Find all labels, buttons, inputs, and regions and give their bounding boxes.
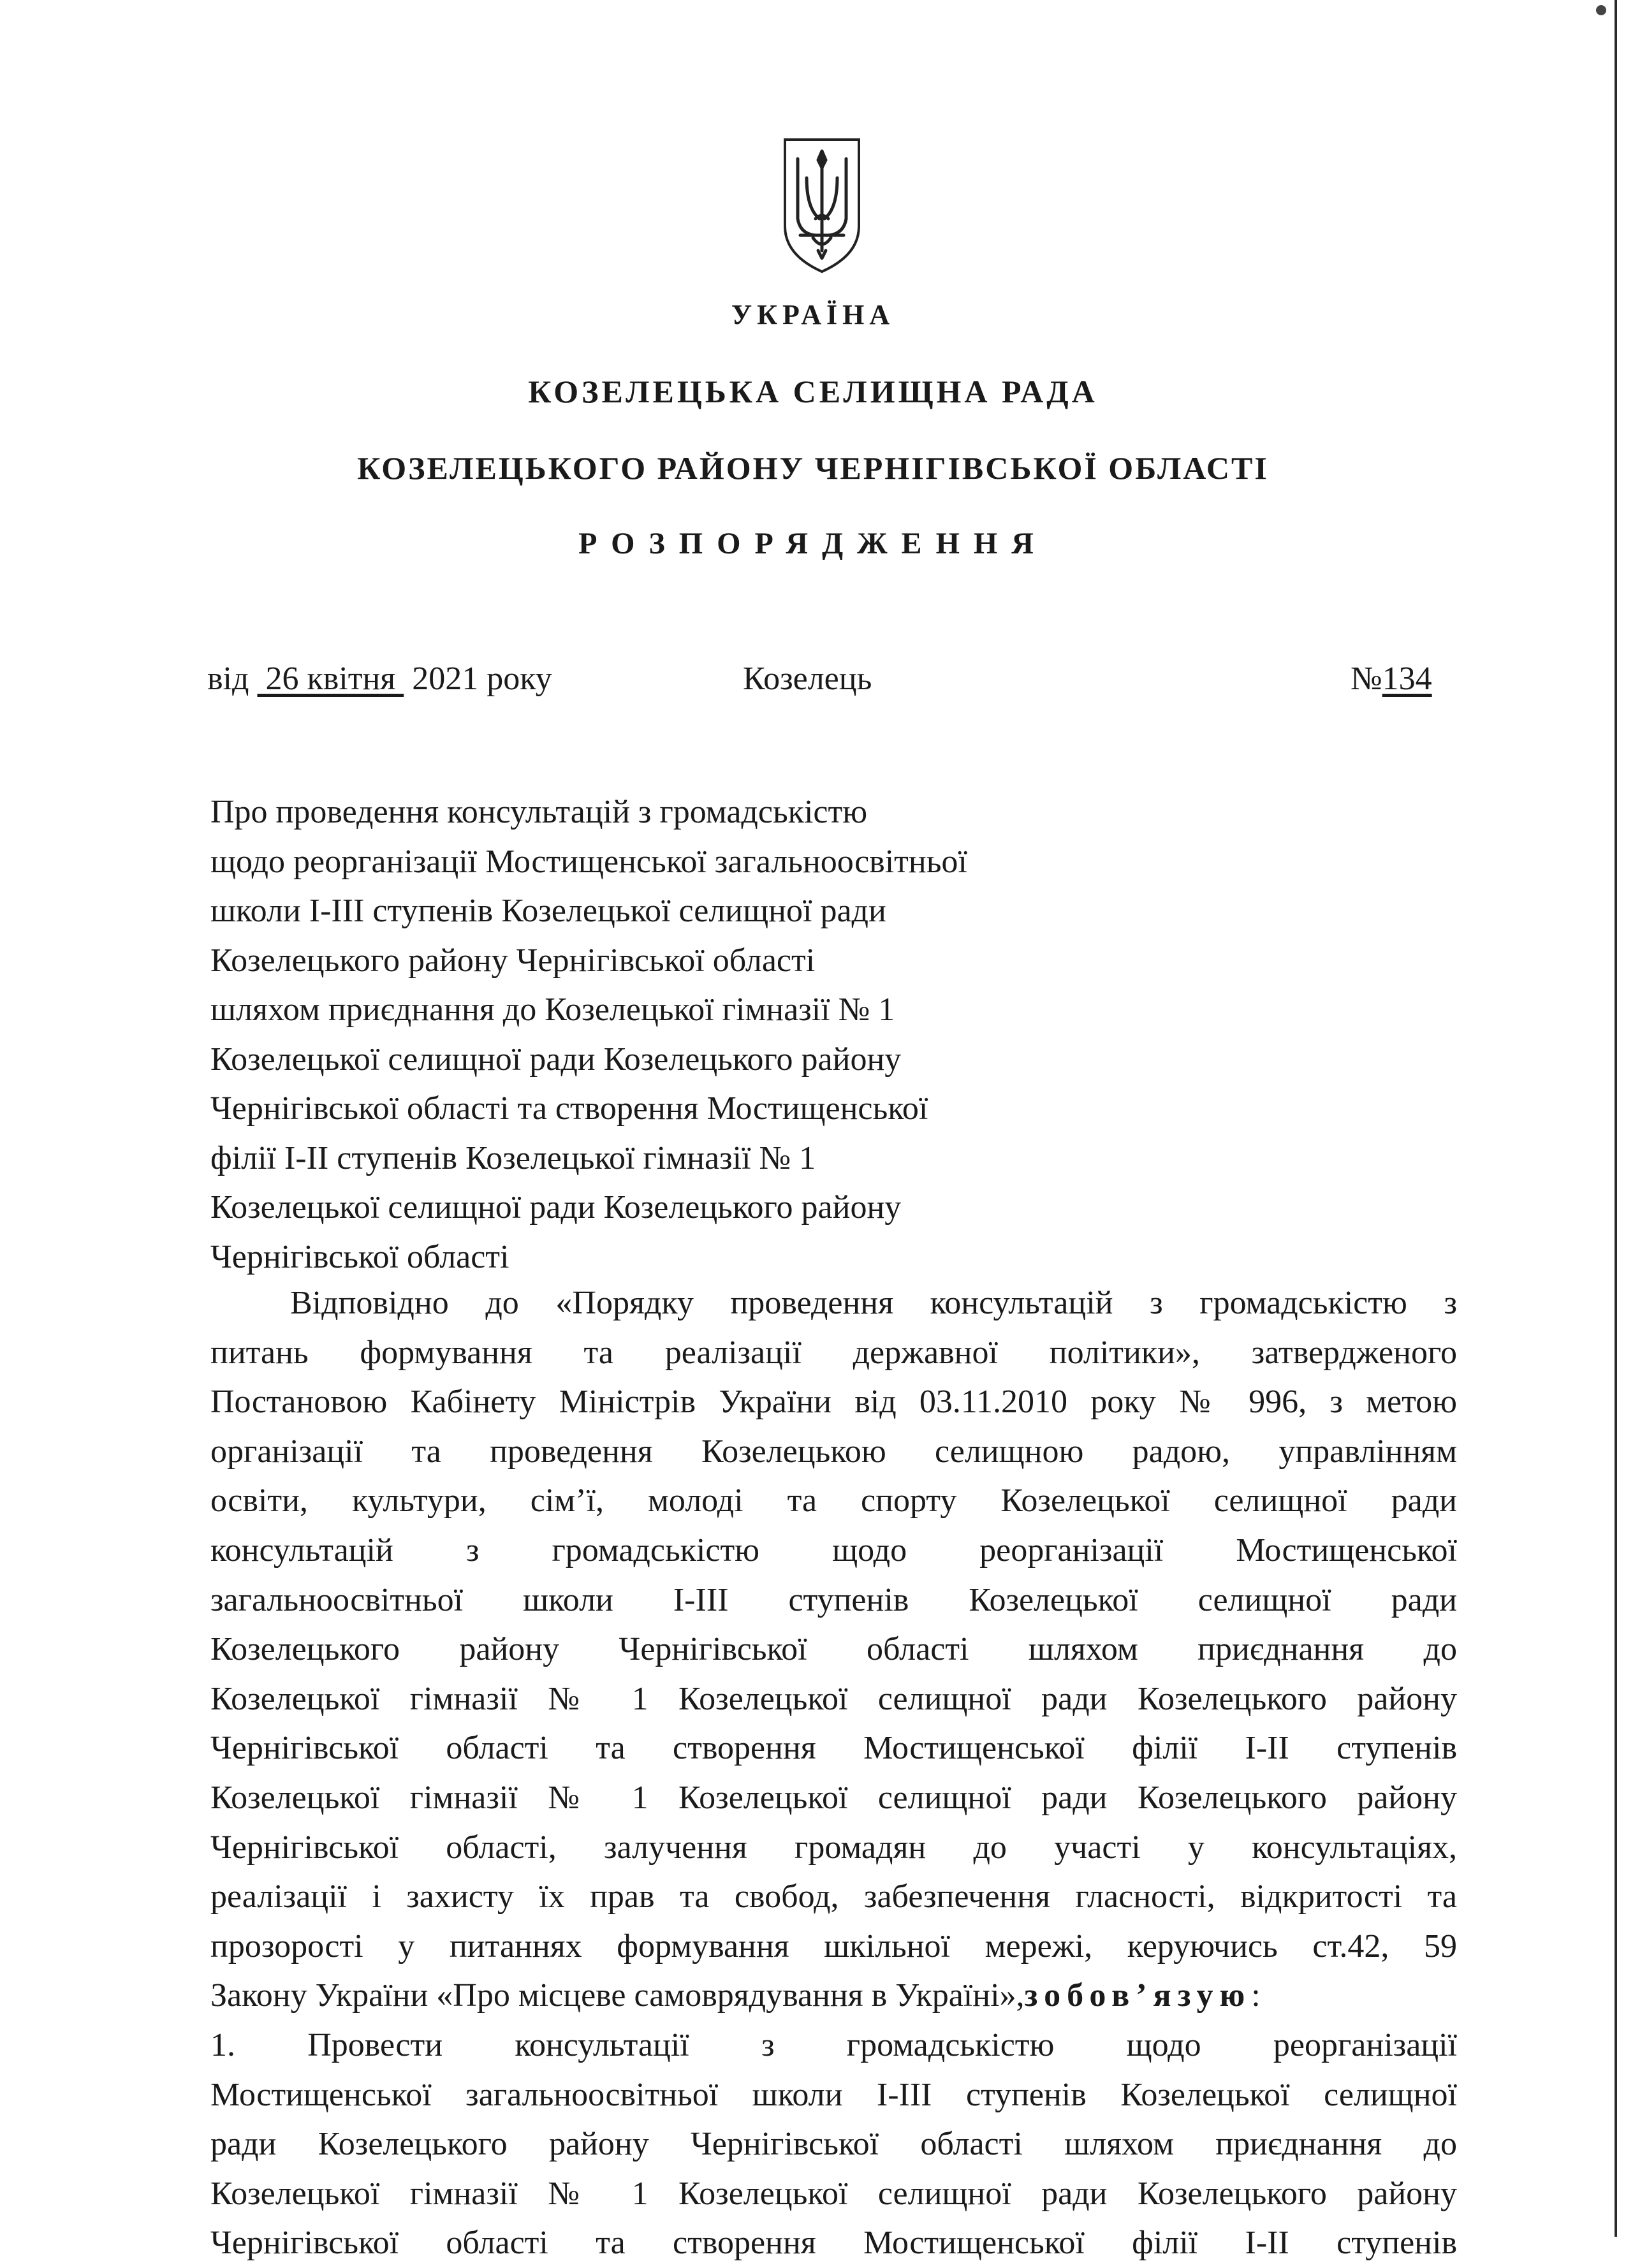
scan-edge-line	[1615, 0, 1617, 2237]
item-1-line: 1. Провести консультації з громадськістю щодо реорганізації	[210, 2026, 1457, 2063]
document-number	[1351, 660, 1432, 698]
document-type-heading: РОЗПОРЯДЖЕННЯ	[578, 527, 1048, 560]
body-line: Козелецької гімназії № 1 Козелецької селищної ради Козелецького району	[210, 1680, 1457, 1717]
item-1-line: Козелецької гімназії № 1 Козелецької селищної ради Козелецького району	[210, 2175, 1457, 2212]
item-1-line: ради Козелецького району Чернігівської області шляхом приєднання до	[210, 2126, 1457, 2163]
body-line: консультацій з громадськістю щодо реорганізації Мостищенської	[210, 1532, 1457, 1569]
scan-edge-dot	[1596, 5, 1606, 15]
trident-emblem-icon	[781, 137, 863, 274]
body-line: Постановою Кабінету Міністрів України від 03.11.2010 року № 996, з метою	[210, 1384, 1457, 1421]
date-year: 2021 року	[412, 661, 552, 697]
item-1-line: Чернігівської області та створення Мостищенської філії І-ІІ ступенів	[210, 2225, 1457, 2262]
document-city: Козелець	[743, 661, 872, 697]
number-prefix: №	[1351, 661, 1382, 697]
law-line	[210, 1971, 1457, 2021]
body-line: Чернігівської області, залучення громадян до участі у консультаціях,	[210, 1829, 1457, 1866]
document-body	[210, 1278, 1457, 2268]
document-date	[207, 660, 552, 698]
law-line-text: Закону України «Про місцеве самоврядування в Україні»,	[210, 1977, 1025, 2014]
law-line-end: :	[1251, 1977, 1261, 2014]
body-line: прозорості у питаннях формування шкільної мережі, керуючись ст.42, 59	[210, 1928, 1457, 1964]
date-prefix: від	[207, 661, 249, 697]
date-day-month: 26 квітня	[257, 661, 404, 697]
subject-line: Про проведення консультацій з громадськістю	[210, 794, 868, 830]
country-heading: УКРАЇНА	[731, 299, 895, 330]
decree-word: зобов’язую	[1024, 1977, 1252, 2014]
body-line: питань формування та реалізації державної політики», затвердженого	[210, 1334, 1457, 1371]
document-subject	[210, 787, 967, 1282]
subject-line: філії І-ІІ ступенів Козелецької гімназії № 1	[210, 1139, 816, 1176]
subject-line: Козелецького району Чернігівської області	[210, 942, 816, 979]
body-line: освіти, культури, сім’ї, молоді та спорту Козелецької селищної ради	[210, 1482, 1457, 1519]
item-1-line: Мостищенської загальноосвітньої школи І-ІІІ ступенів Козелецької селищної	[210, 2076, 1457, 2113]
subject-line: школи І-ІІІ ступенів Козелецької селищної ради	[210, 893, 886, 929]
council-heading: КОЗЕЛЕЦЬКА СЕЛИЩНА РАДА	[528, 374, 1098, 409]
subject-line: Чернігівської області	[210, 1238, 509, 1275]
body-line: Чернігівської області та створення Мостищенської філії І-ІІ ступенів	[210, 1730, 1457, 1767]
body-line: Відповідно до «Порядку проведення консультацій з громадськістю з	[290, 1285, 1457, 1321]
body-line: загальноосвітньої школи І-ІІІ ступенів Козелецької селищної ради	[210, 1581, 1457, 1618]
subject-line: Козелецької селищної ради Козелецького району	[210, 1189, 902, 1225]
body-line: Козелецької гімназії № 1 Козелецької селищної ради Козелецького району	[210, 1779, 1457, 1816]
body-line: організації та проведення Козелецькою селищною радою, управлінням	[210, 1433, 1457, 1470]
subject-line: Чернігівської області та створення Мостищенської	[210, 1090, 928, 1127]
body-line: Козелецького району Чернігівської області шляхом приєднання до	[210, 1631, 1457, 1668]
body-line: реалізації і захисту їх прав та свобод, забезпечення гласності, відкритості та	[210, 1878, 1457, 1915]
district-heading: КОЗЕЛЕЦЬКОГО РАЙОНУ ЧЕРНІГІВСЬКОЇ ОБЛАСТІ	[357, 450, 1269, 486]
number-value: 134	[1382, 661, 1432, 697]
subject-line: шляхом приєднання до Козелецької гімназії № 1	[210, 991, 895, 1028]
subject-line: Козелецької селищної ради Козелецького району	[210, 1041, 902, 1078]
subject-line: щодо реорганізації Мостищенської загальноосвітньої	[210, 843, 967, 880]
